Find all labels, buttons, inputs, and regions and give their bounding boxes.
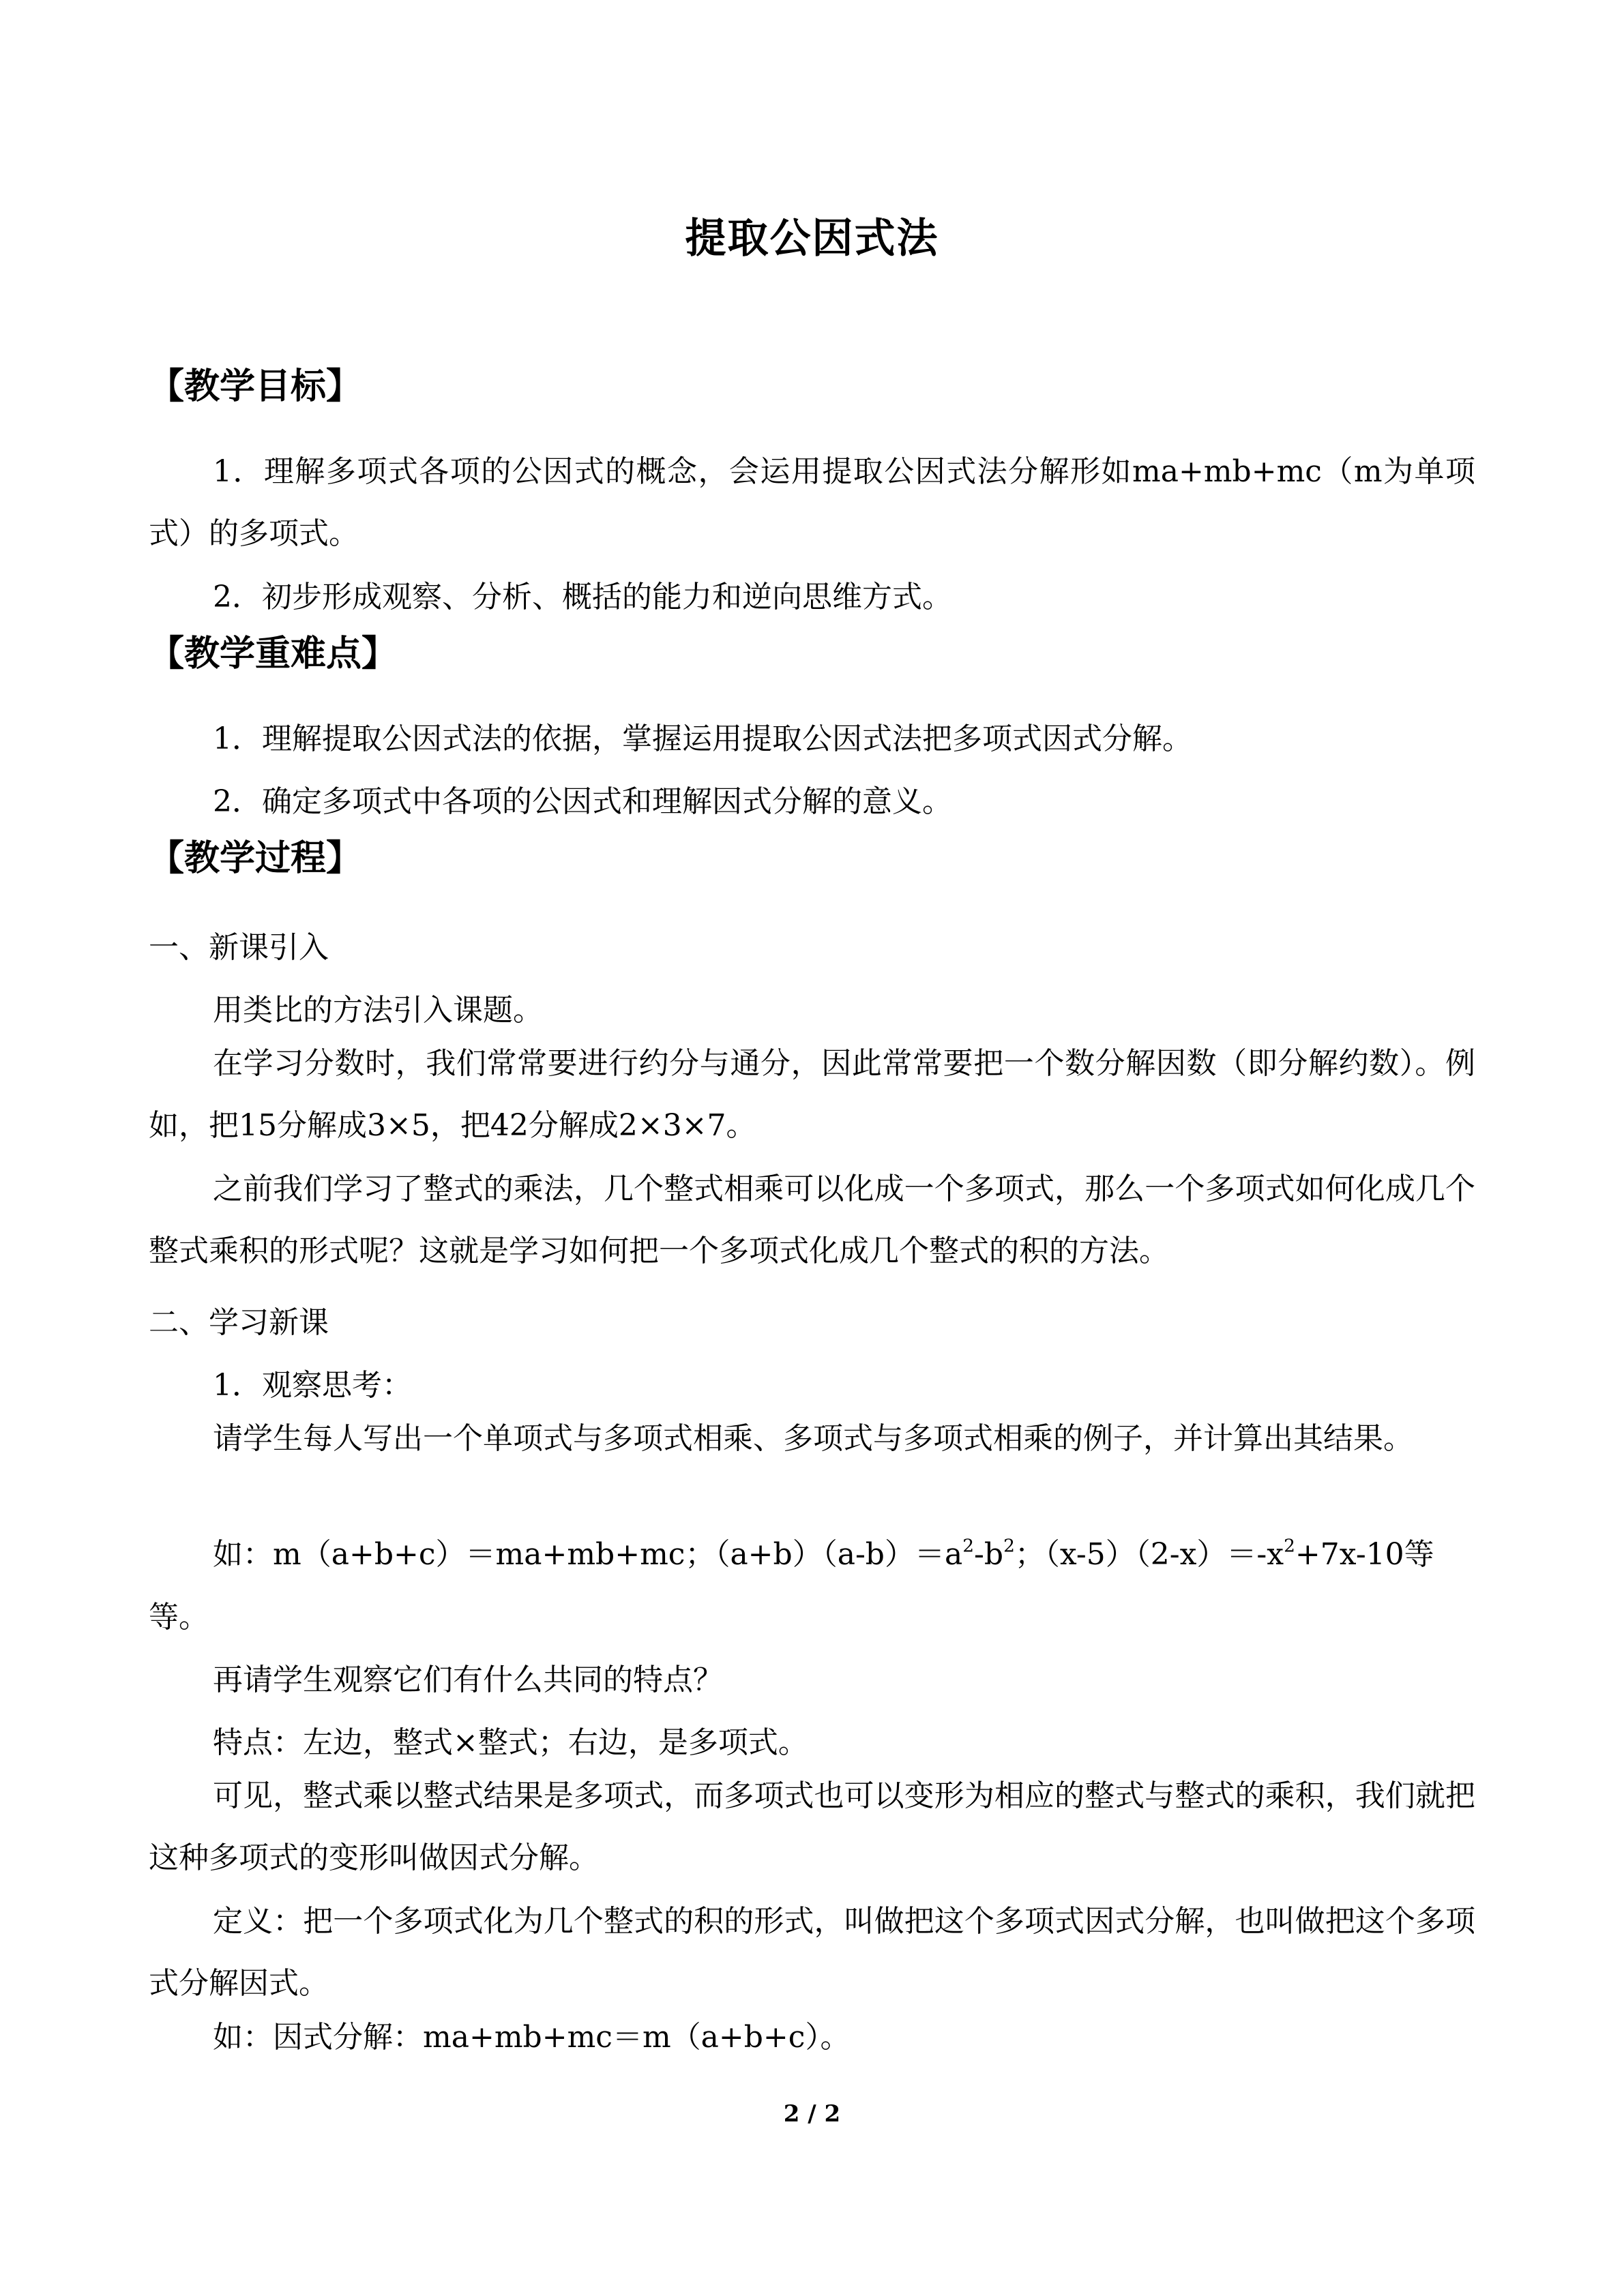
example-equations [213, 1534, 1434, 1575]
feature-question: 再请学生观察它们有什么共同的特点？ [213, 1663, 723, 1697]
superscript-2: 2 [1003, 1535, 1015, 1557]
intro-paragraph-1: 用类比的方法引入课题。 [213, 993, 543, 1028]
example-part-b: -b [974, 1537, 1004, 1572]
objective-item-2: 2．初步形成观察、分析、概括的能力和逆向思维方式。 [213, 580, 952, 614]
subsection-title-intro: 一、新课引入 [149, 930, 329, 965]
observe-think-label: 1．观察思考： [213, 1368, 412, 1403]
example-part-d: +7x-10等 [1295, 1537, 1434, 1572]
example-part-c: ；（x-5）（2-x）＝-x [1014, 1537, 1284, 1572]
section-heading-process: 【教学过程】 [149, 838, 362, 879]
superscript-2: 2 [962, 1535, 975, 1557]
factorization-example: 如：因式分解：ma+mb+mc＝m（a+b+c）。 [213, 2020, 851, 2055]
difficulty-item-2: 2．确定多项式中各项的公因式和理解因式分解的意义。 [213, 784, 952, 819]
intro-paragraph-3: 之前我们学习了整式的乘法，几个整式相乘可以化成一个多项式，那么一个多项式如何化成几个整式乘积的形式呢？这就是学习如何把一个多项式化成几个整式的积的方法。 [149, 1172, 1475, 1268]
feature-answer: 特点：左边，整式×整式；右边，是多项式。 [213, 1725, 808, 1760]
page-title: 提取公因式法 [685, 215, 939, 263]
superscript-2: 2 [1284, 1535, 1295, 1557]
section-heading-objectives: 【教学目标】 [149, 366, 362, 407]
objective-item-1: 1．理解多项式各项的公因式的概念，会运用提取公因式法分解形如ma+mb+mc（m为单项式）的多项式。 [149, 454, 1475, 551]
definition-paragraph: 定义：把一个多项式化为几个整式的积的形式，叫做把这个多项式因式分解，也叫做把这个多项式分解因式。 [149, 1904, 1475, 2001]
page-number: 2 / 2 [783, 2100, 841, 2128]
difficulty-item-1: 1．理解提取公因式法的依据，掌握运用提取公因式法把多项式因式分解。 [213, 721, 1192, 756]
section-heading-difficulties: 【教学重难点】 [149, 633, 398, 674]
example-tail: 等。 [149, 1600, 209, 1635]
subsection-title-new-lesson: 二、学习新课 [149, 1305, 329, 1340]
intro-paragraph-2: 在学习分数时，我们常常要进行约分与通分，因此常常要把一个数分解因数（即分解约数）。例如，把15分解成3×5，把42分解成2×3×7。 [149, 1046, 1475, 1143]
example-part-a: 如：m（a+b+c）＝ma+mb+mc；（a+b）（a-b）＝a [213, 1537, 963, 1572]
factorization-paragraph: 可见，整式乘以整式结果是多项式，而多项式也可以变形为相应的整式与整式的乘积，我们就把这种多项式的变形叫做因式分解。 [149, 1778, 1475, 1875]
observe-paragraph: 请学生每人写出一个单项式与多项式相乘、多项式与多项式相乘的例子，并计算出其结果。 [213, 1421, 1413, 1456]
